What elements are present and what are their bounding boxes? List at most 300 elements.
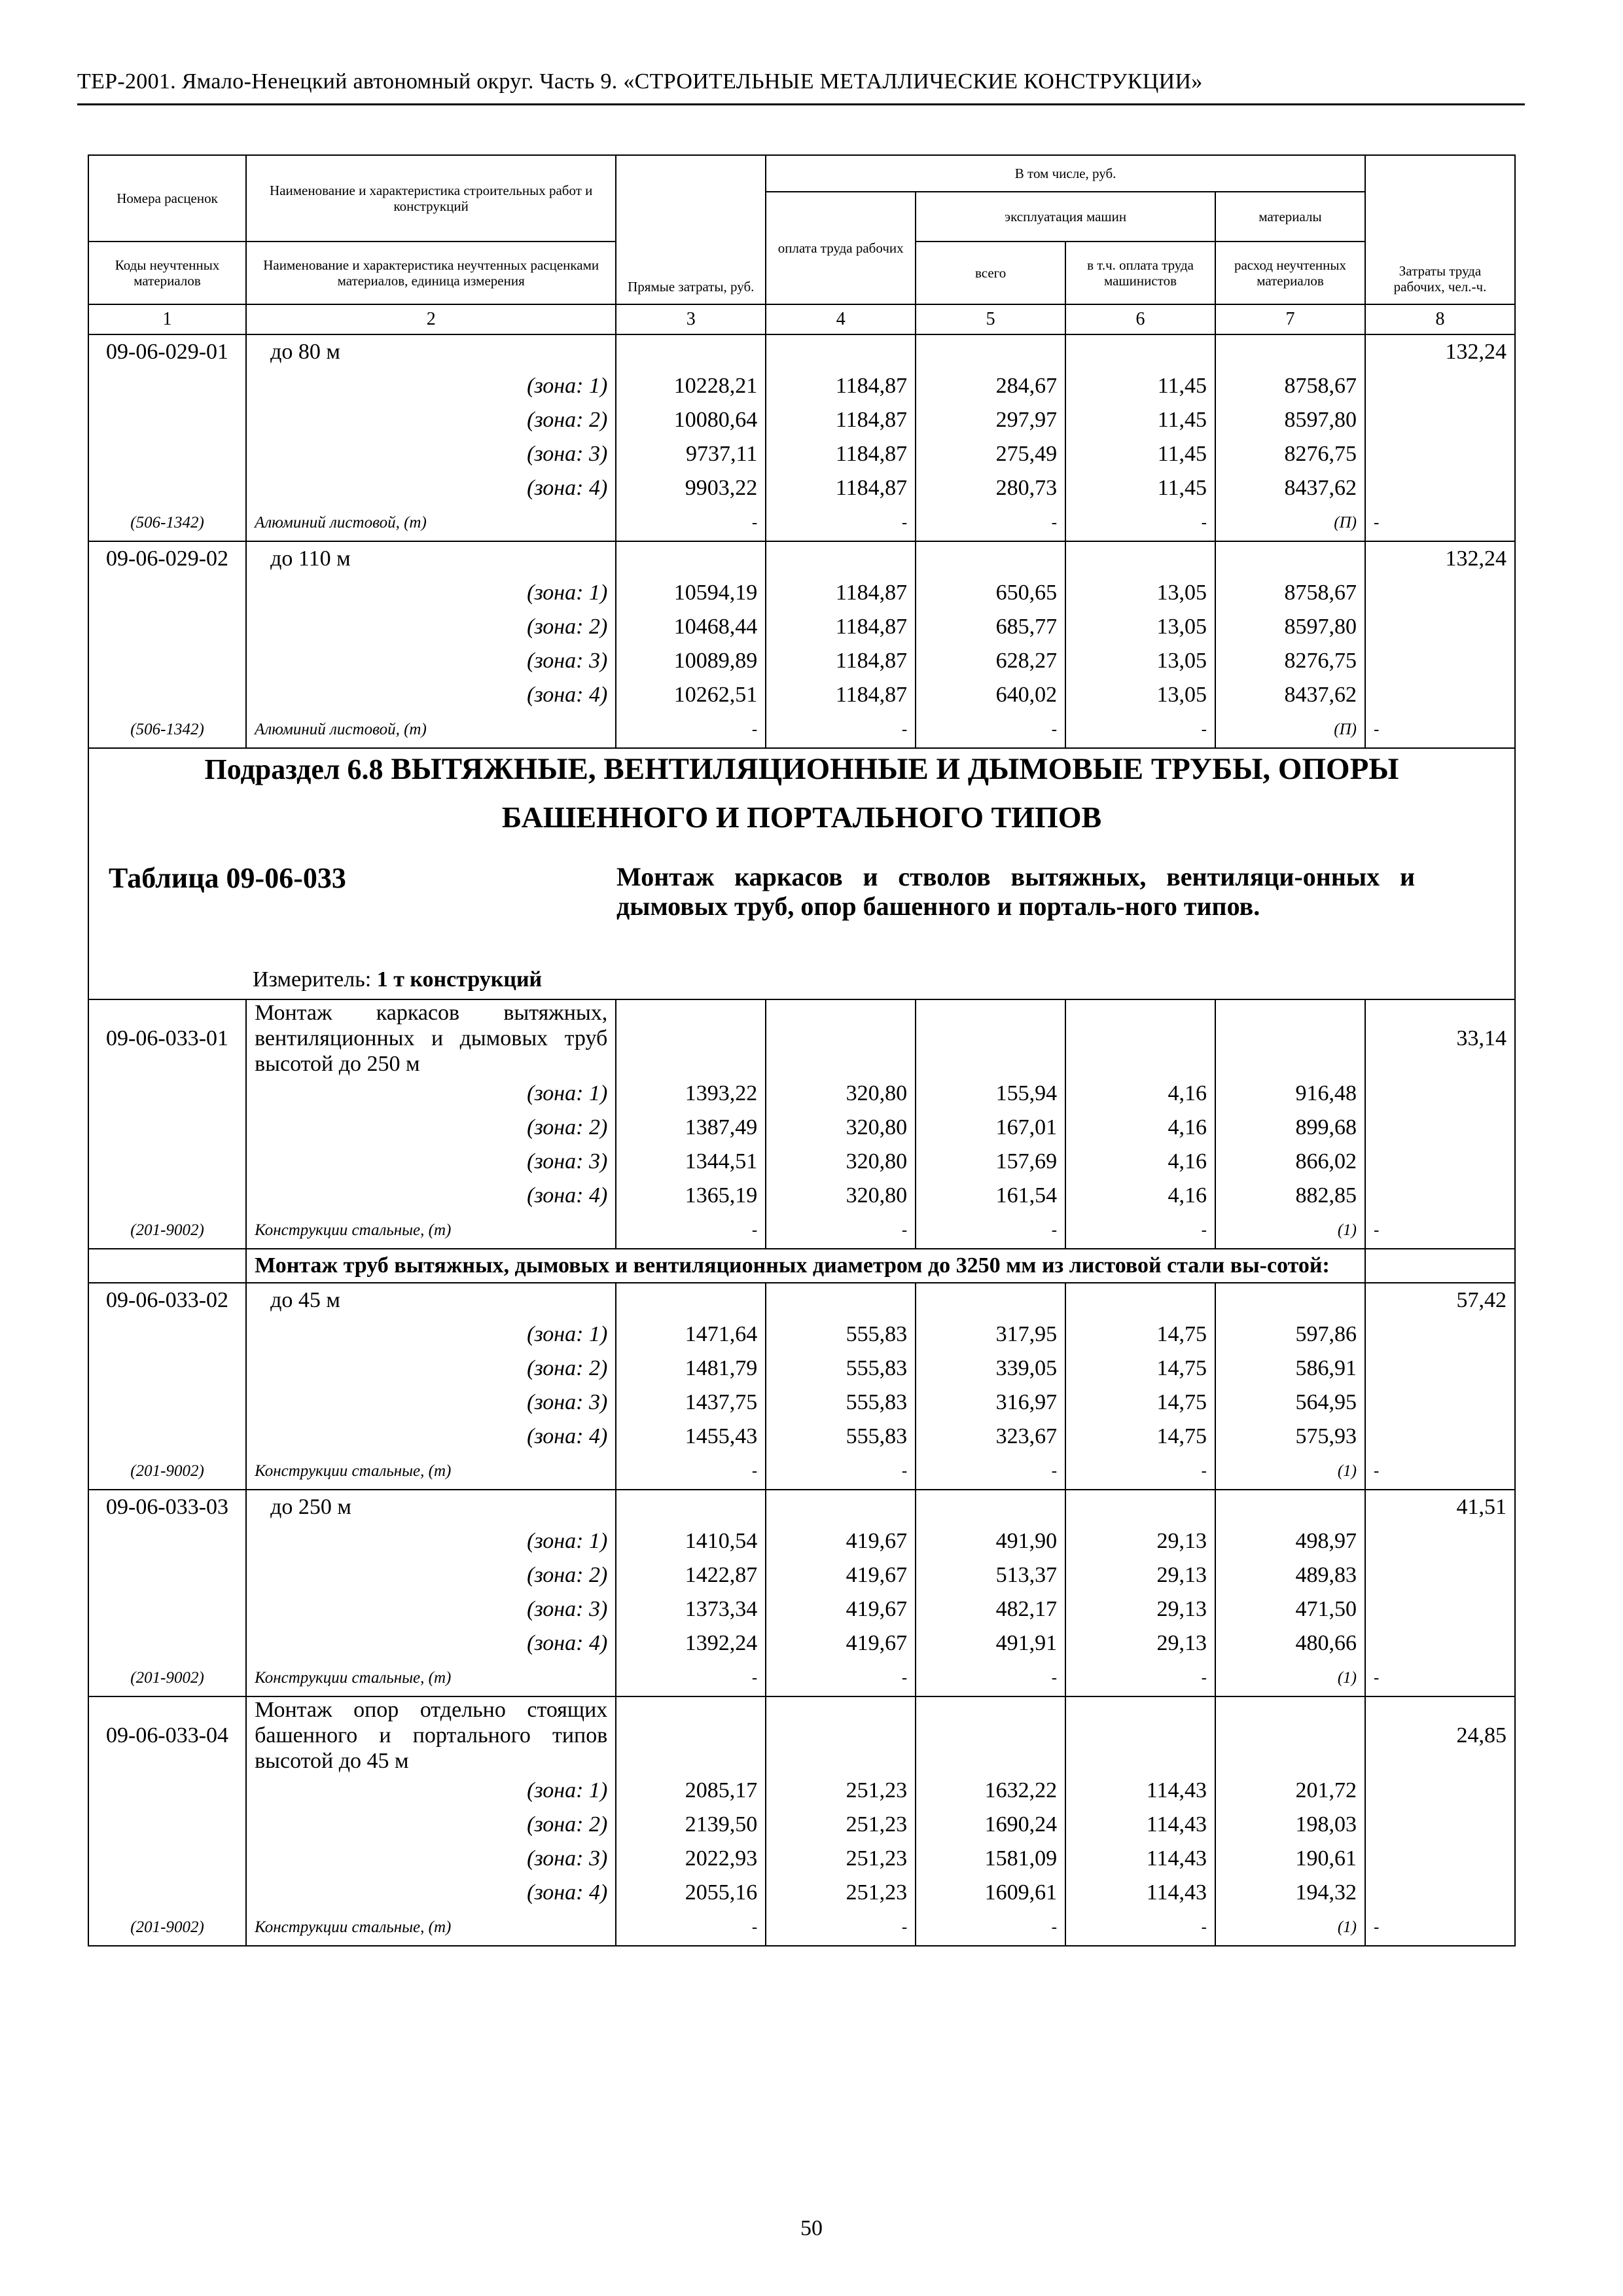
zone-label: (зона: 1): [246, 1318, 616, 1352]
machine-total-value: 275,49: [916, 437, 1065, 471]
zone-label: (зона: 4): [246, 471, 616, 505]
machine-total-value: 167,01: [916, 1111, 1065, 1145]
empty-cell: [616, 999, 766, 1077]
material-dash: -: [916, 1660, 1065, 1696]
table-description: Монтаж каркасов и стволов вытяжных, вентиляци-онных и дымовых труб, опор башенного и порталь-ного типов.: [616, 862, 1415, 921]
measure-value: 1 т конструкций: [376, 967, 543, 992]
table-row: [88, 1352, 1515, 1386]
machine-total-value: 1632,22: [916, 1774, 1065, 1808]
zone-label: (зона: 2): [246, 1558, 616, 1592]
rate-name: до 45 м: [246, 1283, 616, 1318]
measure-unit: [253, 967, 542, 992]
zone-label: (зона: 1): [246, 1077, 616, 1111]
zone-label: (зона: 2): [246, 610, 616, 644]
zone-label: (зона: 2): [246, 1111, 616, 1145]
machine-total-value: 155,94: [916, 1077, 1065, 1111]
table-row: [88, 1386, 1515, 1420]
empty-cell: [1365, 644, 1515, 678]
material-dash: -: [766, 1910, 916, 1946]
header-machine-total: всего: [916, 242, 1065, 304]
machinist-pay-value: 14,75: [1065, 1386, 1215, 1420]
material-dash: -: [766, 712, 916, 748]
empty-cell: [1365, 678, 1515, 712]
empty-cell: [616, 1283, 766, 1318]
empty-cell: [88, 1774, 246, 1808]
table-row: [88, 369, 1515, 403]
rate-name: Монтаж опор отдельно стоящих башенного и портального типов высотой до 45 м: [246, 1696, 616, 1774]
empty-cell: [1065, 1696, 1215, 1774]
header-labor-costs: Затраты труда рабочих, чел.-ч.: [1365, 155, 1515, 304]
machinist-pay-value: 4,16: [1065, 1111, 1215, 1145]
machine-total-value: 640,02: [916, 678, 1065, 712]
empty-cell: [1065, 1283, 1215, 1318]
material-name: Конструкции стальные, (т): [246, 1660, 616, 1696]
material-dash: -: [766, 1213, 916, 1249]
rate-code: 09-06-033-03: [88, 1490, 246, 1524]
header-material-codes: Коды неучтенных материалов: [88, 242, 246, 304]
table-row: [88, 1420, 1515, 1454]
empty-cell: [1215, 1696, 1365, 1774]
empty-cell: [616, 1696, 766, 1774]
material-quantity: (П): [1215, 505, 1365, 541]
machine-total-value: 513,37: [916, 1558, 1065, 1592]
empty-cell: [1065, 541, 1215, 576]
material-dash: -: [1365, 1910, 1515, 1946]
empty-cell: [1365, 1249, 1515, 1282]
table-row: [88, 334, 1515, 369]
material-dash: -: [1065, 1454, 1215, 1490]
machinist-pay-value: 13,05: [1065, 644, 1215, 678]
machinist-pay-value: 13,05: [1065, 610, 1215, 644]
material-dash: -: [916, 505, 1065, 541]
machine-total-value: 1690,24: [916, 1808, 1065, 1842]
table-row: [88, 1592, 1515, 1626]
material-quantity: (1): [1215, 1660, 1365, 1696]
empty-cell: [916, 1696, 1065, 1774]
table-row: [88, 644, 1515, 678]
zone-label: (зона: 2): [246, 403, 616, 437]
empty-cell: [1065, 334, 1215, 369]
labor-pay-value: 320,80: [766, 1179, 916, 1213]
direct-costs-value: 2139,50: [616, 1808, 766, 1842]
labor-pay-value: 1184,87: [766, 369, 916, 403]
empty-cell: [1365, 1179, 1515, 1213]
labor-pay-value: 419,67: [766, 1626, 916, 1660]
zone-label: (зона: 3): [246, 1145, 616, 1179]
empty-cell: [1365, 1111, 1515, 1145]
machinist-pay-value: 13,05: [1065, 576, 1215, 610]
empty-cell: [916, 1283, 1065, 1318]
machinist-pay-value: 29,13: [1065, 1524, 1215, 1558]
empty-cell: [1065, 1490, 1215, 1524]
header-rule: [77, 103, 1525, 105]
direct-costs-value: 1481,79: [616, 1352, 766, 1386]
empty-cell: [766, 1283, 916, 1318]
machinist-pay-value: 11,45: [1065, 403, 1215, 437]
direct-costs-value: 1422,87: [616, 1558, 766, 1592]
labor-pay-value: 1184,87: [766, 644, 916, 678]
table-row: [88, 610, 1515, 644]
empty-cell: [1365, 610, 1515, 644]
labor-pay-value: 1184,87: [766, 678, 916, 712]
rate-code: 09-06-033-04: [88, 1696, 246, 1774]
material-code: (506-1342): [88, 505, 246, 541]
header-machinist-pay: в т.ч. оплата труда машинистов: [1065, 242, 1215, 304]
material-quantity: (1): [1215, 1910, 1365, 1946]
table-row: [88, 1876, 1515, 1910]
labor-pay-value: 419,67: [766, 1592, 916, 1626]
material-dash: -: [1365, 1213, 1515, 1249]
table-row: [88, 1318, 1515, 1352]
table-row: [88, 1490, 1515, 1524]
empty-cell: [1365, 369, 1515, 403]
material-name: Алюминий листовой, (т): [246, 505, 616, 541]
machine-total-value: 491,91: [916, 1626, 1065, 1660]
measure-label: Измеритель:: [253, 967, 372, 992]
machinist-pay-value: 11,45: [1065, 369, 1215, 403]
labor-pay-value: 1184,87: [766, 437, 916, 471]
table-row: [88, 1524, 1515, 1558]
empty-cell: [1365, 1386, 1515, 1420]
direct-costs-value: 10594,19: [616, 576, 766, 610]
rate-code: 09-06-029-02: [88, 541, 246, 576]
column-number: 1: [88, 304, 246, 334]
table-row: [88, 471, 1515, 505]
material-dash: -: [766, 1454, 916, 1490]
column-number: 2: [246, 304, 616, 334]
machine-total-value: 157,69: [916, 1145, 1065, 1179]
machinist-pay-value: 14,75: [1065, 1352, 1215, 1386]
empty-cell: [766, 334, 916, 369]
machine-total-value: 161,54: [916, 1179, 1065, 1213]
labor-pay-value: 251,23: [766, 1842, 916, 1876]
materials-value: 899,68: [1215, 1111, 1365, 1145]
machine-total-value: 284,67: [916, 369, 1065, 403]
group-heading: Монтаж труб вытяжных, дымовых и вентиляционных диаметром до 3250 мм из листовой стали вы-сотой:: [246, 1249, 1365, 1282]
empty-cell: [1365, 1808, 1515, 1842]
header-labor-pay: оплата труда рабочих: [766, 192, 916, 304]
materials-value: 489,83: [1215, 1558, 1365, 1592]
machine-total-value: 317,95: [916, 1318, 1065, 1352]
column-number: 5: [916, 304, 1065, 334]
materials-value: 916,48: [1215, 1077, 1365, 1111]
material-dash: -: [916, 1910, 1065, 1946]
machinist-pay-value: 29,13: [1065, 1592, 1215, 1626]
materials-value: 480,66: [1215, 1626, 1365, 1660]
material-code: (201-9002): [88, 1660, 246, 1696]
materials-value: 194,32: [1215, 1876, 1365, 1910]
machinist-pay-value: 29,13: [1065, 1558, 1215, 1592]
labor-pay-value: 555,83: [766, 1420, 916, 1454]
table-row: [88, 1808, 1515, 1842]
empty-cell: [88, 678, 246, 712]
material-dash: -: [916, 712, 1065, 748]
empty-cell: [88, 1111, 246, 1145]
header-materials: материалы: [1215, 192, 1365, 242]
labor-pay-value: 419,67: [766, 1558, 916, 1592]
table-row: [88, 1774, 1515, 1808]
empty-cell: [766, 999, 916, 1077]
table-row: [88, 1842, 1515, 1876]
table-row: [88, 678, 1515, 712]
materials-value: 8758,67: [1215, 576, 1365, 610]
materials-value: 586,91: [1215, 1352, 1365, 1386]
machine-total-value: 1609,61: [916, 1876, 1065, 1910]
direct-costs-value: 1410,54: [616, 1524, 766, 1558]
empty-cell: [766, 1490, 916, 1524]
material-dash: -: [1365, 1454, 1515, 1490]
table-row: [88, 1179, 1515, 1213]
material-dash: -: [1365, 712, 1515, 748]
empty-cell: [916, 541, 1065, 576]
labor-pay-value: 320,80: [766, 1077, 916, 1111]
header-including: В том числе, руб.: [766, 155, 1365, 192]
empty-cell: [88, 471, 246, 505]
material-code: (506-1342): [88, 712, 246, 748]
empty-cell: [766, 541, 916, 576]
machinist-pay-value: 114,43: [1065, 1774, 1215, 1808]
materials-value: 198,03: [1215, 1808, 1365, 1842]
table-row: [88, 1111, 1515, 1145]
material-code: (201-9002): [88, 1910, 246, 1946]
direct-costs-value: 1373,34: [616, 1592, 766, 1626]
zone-label: (зона: 2): [246, 1808, 616, 1842]
machinist-pay-value: 4,16: [1065, 1077, 1215, 1111]
empty-cell: [1365, 437, 1515, 471]
header-work-name: Наименование и характеристика строительных работ и конструкций: [246, 155, 616, 242]
section-title: [89, 751, 1514, 787]
empty-cell: [88, 1145, 246, 1179]
column-number: 8: [1365, 304, 1515, 334]
empty-cell: [88, 1352, 246, 1386]
machinist-pay-value: 14,75: [1065, 1420, 1215, 1454]
table-row: [88, 541, 1515, 576]
material-quantity: (1): [1215, 1213, 1365, 1249]
direct-costs-value: 1387,49: [616, 1111, 766, 1145]
empty-cell: [1365, 576, 1515, 610]
material-dash: -: [766, 1660, 916, 1696]
rates-table: [88, 154, 1516, 1946]
machine-total-value: 323,67: [916, 1420, 1065, 1454]
material-code: (201-9002): [88, 1454, 246, 1490]
rate-code: 09-06-033-01: [88, 999, 246, 1077]
empty-cell: [616, 334, 766, 369]
table-row: [88, 1249, 1515, 1282]
machinist-pay-value: 11,45: [1065, 471, 1215, 505]
machinist-pay-value: 14,75: [1065, 1318, 1215, 1352]
column-number: 4: [766, 304, 916, 334]
material-dash: -: [616, 505, 766, 541]
empty-cell: [88, 610, 246, 644]
labor-pay-value: 555,83: [766, 1318, 916, 1352]
empty-cell: [88, 1386, 246, 1420]
rate-labor-costs: 57,42: [1365, 1283, 1515, 1318]
table-row: [88, 748, 1515, 999]
labor-pay-value: 555,83: [766, 1386, 916, 1420]
empty-cell: [1365, 1318, 1515, 1352]
empty-cell: [916, 334, 1065, 369]
material-dash: -: [1065, 1910, 1215, 1946]
zone-label: (зона: 3): [246, 1842, 616, 1876]
labor-pay-value: 251,23: [766, 1876, 916, 1910]
materials-value: 498,97: [1215, 1524, 1365, 1558]
material-dash: -: [1065, 1213, 1215, 1249]
page-header-title: ТЕР-2001. Ямало-Ненецкий автономный округ. Часть 9. «СТРОИТЕЛЬНЫЕ МЕТАЛЛИЧЕСКИЕ КОНСТРУКЦИИ»: [77, 69, 1203, 94]
column-number: 7: [1215, 304, 1365, 334]
materials-value: 8597,80: [1215, 403, 1365, 437]
material-name: Алюминий листовой, (т): [246, 712, 616, 748]
rate-name: до 110 м: [246, 541, 616, 576]
zone-label: (зона: 4): [246, 1626, 616, 1660]
direct-costs-value: 10262,51: [616, 678, 766, 712]
machine-total-value: 297,97: [916, 403, 1065, 437]
table-row: [88, 999, 1515, 1077]
section-title-prefix: Подраздел 6.8: [204, 753, 383, 785]
header-rate-numbers: Номера расценок: [88, 155, 246, 242]
material-dash: -: [1065, 1660, 1215, 1696]
zone-label: (зона: 3): [246, 437, 616, 471]
zone-label: (зона: 1): [246, 1774, 616, 1808]
empty-cell: [1365, 1145, 1515, 1179]
table-row: [88, 1626, 1515, 1660]
header-direct-costs: Прямые затраты, руб.: [616, 155, 766, 304]
table-row: [88, 712, 1515, 748]
header-unaccounted-materials: расход неучтенных материалов: [1215, 242, 1365, 304]
material-dash: -: [1365, 505, 1515, 541]
direct-costs-value: 1393,22: [616, 1077, 766, 1111]
material-dash: -: [616, 1213, 766, 1249]
empty-cell: [88, 1524, 246, 1558]
empty-cell: [916, 999, 1065, 1077]
machine-total-value: 491,90: [916, 1524, 1065, 1558]
machine-total-value: 316,97: [916, 1386, 1065, 1420]
empty-cell: [88, 644, 246, 678]
rate-labor-costs: 132,24: [1365, 541, 1515, 576]
material-dash: -: [766, 505, 916, 541]
machinist-pay-value: 114,43: [1065, 1876, 1215, 1910]
rate-labor-costs: 24,85: [1365, 1696, 1515, 1774]
labor-pay-value: 251,23: [766, 1808, 916, 1842]
table-row: [88, 1660, 1515, 1696]
empty-cell: [88, 437, 246, 471]
direct-costs-value: 1437,75: [616, 1386, 766, 1420]
direct-costs-value: 1392,24: [616, 1626, 766, 1660]
empty-cell: [766, 1696, 916, 1774]
machinist-pay-value: 4,16: [1065, 1145, 1215, 1179]
table-row: [88, 403, 1515, 437]
rate-code: 09-06-033-02: [88, 1283, 246, 1318]
header-machine-operation: эксплуатация машин: [916, 192, 1215, 242]
empty-cell: [88, 1592, 246, 1626]
material-dash: -: [916, 1213, 1065, 1249]
page-number: 50: [800, 2216, 823, 2240]
empty-cell: [88, 1842, 246, 1876]
rate-name: до 250 м: [246, 1490, 616, 1524]
material-dash: -: [616, 1454, 766, 1490]
zone-label: (зона: 1): [246, 369, 616, 403]
materials-value: 8597,80: [1215, 610, 1365, 644]
machine-total-value: 339,05: [916, 1352, 1065, 1386]
direct-costs-value: 1455,43: [616, 1420, 766, 1454]
machine-total-value: 685,77: [916, 610, 1065, 644]
empty-cell: [1365, 1524, 1515, 1558]
section-title-line2: БАШЕННОГО И ПОРТАЛЬНОГО ТИПОВ: [501, 800, 1102, 834]
zone-label: (зона: 3): [246, 1386, 616, 1420]
table-row: [88, 505, 1515, 541]
materials-value: 8437,62: [1215, 471, 1365, 505]
materials-value: 866,02: [1215, 1145, 1365, 1179]
header-material-name: Наименование и характеристика неучтенных расценками материалов, единица измерения: [246, 242, 616, 304]
empty-cell: [1365, 1592, 1515, 1626]
zone-label: (зона: 4): [246, 1420, 616, 1454]
machine-total-value: 628,27: [916, 644, 1065, 678]
rate-name: до 80 м: [246, 334, 616, 369]
rate-labor-costs: 41,51: [1365, 1490, 1515, 1524]
table-row: [88, 576, 1515, 610]
zone-label: (зона: 1): [246, 576, 616, 610]
materials-value: 8276,75: [1215, 437, 1365, 471]
table-id: Таблица 09-06-033: [109, 862, 346, 894]
empty-cell: [88, 1558, 246, 1592]
empty-cell: [88, 1179, 246, 1213]
rate-name: Монтаж каркасов вытяжных, вентиляционных и дымовых труб высотой до 250 м: [246, 999, 616, 1077]
labor-pay-value: 320,80: [766, 1111, 916, 1145]
labor-pay-value: 1184,87: [766, 471, 916, 505]
zone-label: (зона: 3): [246, 644, 616, 678]
empty-cell: [88, 403, 246, 437]
empty-cell: [88, 576, 246, 610]
zone-label: (зона: 4): [246, 1876, 616, 1910]
material-dash: -: [616, 712, 766, 748]
empty-cell: [88, 1249, 246, 1282]
material-dash: -: [616, 1660, 766, 1696]
machine-total-value: 280,73: [916, 471, 1065, 505]
empty-cell: [1215, 334, 1365, 369]
direct-costs-value: 10228,21: [616, 369, 766, 403]
direct-costs-value: 10080,64: [616, 403, 766, 437]
machinist-pay-value: 4,16: [1065, 1179, 1215, 1213]
table-row: [88, 437, 1515, 471]
table-row: [88, 1454, 1515, 1490]
section-title-line1: ВЫТЯЖНЫЕ, ВЕНТИЛЯЦИОННЫЕ И ДЫМОВЫЕ ТРУБЫ, ОПОРЫ: [391, 752, 1399, 786]
empty-cell: [88, 369, 246, 403]
empty-cell: [1365, 403, 1515, 437]
table-row: [88, 1145, 1515, 1179]
materials-value: 575,93: [1215, 1420, 1365, 1454]
material-name: Конструкции стальные, (т): [246, 1910, 616, 1946]
empty-cell: [88, 1876, 246, 1910]
empty-cell: [1365, 1077, 1515, 1111]
empty-cell: [88, 1077, 246, 1111]
empty-cell: [1365, 1420, 1515, 1454]
empty-cell: [1365, 1774, 1515, 1808]
labor-pay-value: 1184,87: [766, 403, 916, 437]
zone-label: (зона: 2): [246, 1352, 616, 1386]
column-number: 3: [616, 304, 766, 334]
direct-costs-value: 9903,22: [616, 471, 766, 505]
machinist-pay-value: 114,43: [1065, 1808, 1215, 1842]
empty-cell: [88, 1420, 246, 1454]
empty-cell: [1215, 1490, 1365, 1524]
rate-labor-costs: 132,24: [1365, 334, 1515, 369]
direct-costs-value: 2022,93: [616, 1842, 766, 1876]
material-dash: -: [616, 1910, 766, 1946]
empty-cell: [616, 541, 766, 576]
direct-costs-value: 9737,11: [616, 437, 766, 471]
table-row: [88, 1558, 1515, 1592]
empty-cell: [616, 1490, 766, 1524]
table-row: [88, 1213, 1515, 1249]
